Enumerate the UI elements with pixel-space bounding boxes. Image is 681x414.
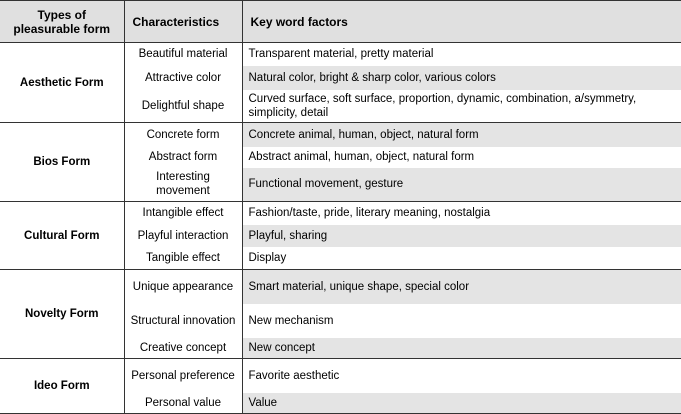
keywords-cell: Functional movement, gesture xyxy=(242,168,681,202)
table-row xyxy=(0,123,681,147)
form-type-novelty: Novelty Form xyxy=(0,270,124,359)
characteristic-cell: Attractive color xyxy=(124,66,242,90)
header-characteristics: Characteristics xyxy=(124,1,242,43)
form-type-bios: Bios Form xyxy=(0,123,124,202)
characteristic-cell: Unique appearance xyxy=(124,270,242,304)
keywords-cell: Value xyxy=(242,393,681,414)
keywords-cell: New concept xyxy=(242,338,681,359)
characteristic-cell: Concrete form xyxy=(124,123,242,147)
characteristic-cell: Playful interaction xyxy=(124,225,242,247)
characteristic-cell: Intangible effect xyxy=(124,202,242,225)
characteristic-cell: Personal value xyxy=(124,393,242,414)
characteristic-cell: Structural innovation xyxy=(124,304,242,338)
characteristic-cell: Creative concept xyxy=(124,338,242,359)
characteristic-cell: Interesting movement xyxy=(124,168,242,202)
form-type-cultural: Cultural Form xyxy=(0,202,124,270)
table-body xyxy=(0,43,681,414)
header-key-word-factors: Key word factors xyxy=(242,1,681,43)
table-header xyxy=(0,1,681,43)
header-types-of-pleasurable-form: Types of pleasurable form xyxy=(0,1,124,43)
keywords-cell: Natural color, bright & sharp color, various colors xyxy=(242,66,681,90)
table-row xyxy=(0,43,681,66)
characteristic-cell: Tangible effect xyxy=(124,247,242,270)
table-row xyxy=(0,359,681,393)
keywords-cell: Concrete animal, human, object, natural form xyxy=(242,123,681,147)
keywords-cell: Favorite aesthetic xyxy=(248,369,340,382)
form-type-ideo: Ideo Form xyxy=(0,359,124,414)
keywords-cell: Playful, sharing xyxy=(242,225,681,247)
keywords-cell: Display xyxy=(242,247,681,270)
keywords-cell: Curved surface, soft surface, proportion, dynamic, combination, a/symmetry, simplicity, detail xyxy=(242,90,681,123)
header-row xyxy=(0,1,681,43)
table-row xyxy=(0,202,681,225)
keywords-cell: New mechanism xyxy=(248,314,334,327)
keywords-cell: Smart material, unique shape, special color xyxy=(242,270,681,304)
form-type-aesthetic: Aesthetic Form xyxy=(0,43,124,123)
keywords-cell: Fashion/taste, pride, literary meaning, nostalgia xyxy=(248,207,491,220)
characteristic-cell: Beautiful material xyxy=(124,43,242,66)
characteristic-cell: Delightful shape xyxy=(124,90,242,123)
characteristic-cell: Abstract form xyxy=(124,147,242,168)
characteristic-cell: Personal preference xyxy=(124,359,242,393)
keywords-cell: Abstract animal, human, object, natural form xyxy=(248,151,475,163)
table-row xyxy=(0,270,681,304)
keywords-cell: Transparent material, pretty material xyxy=(248,48,434,61)
